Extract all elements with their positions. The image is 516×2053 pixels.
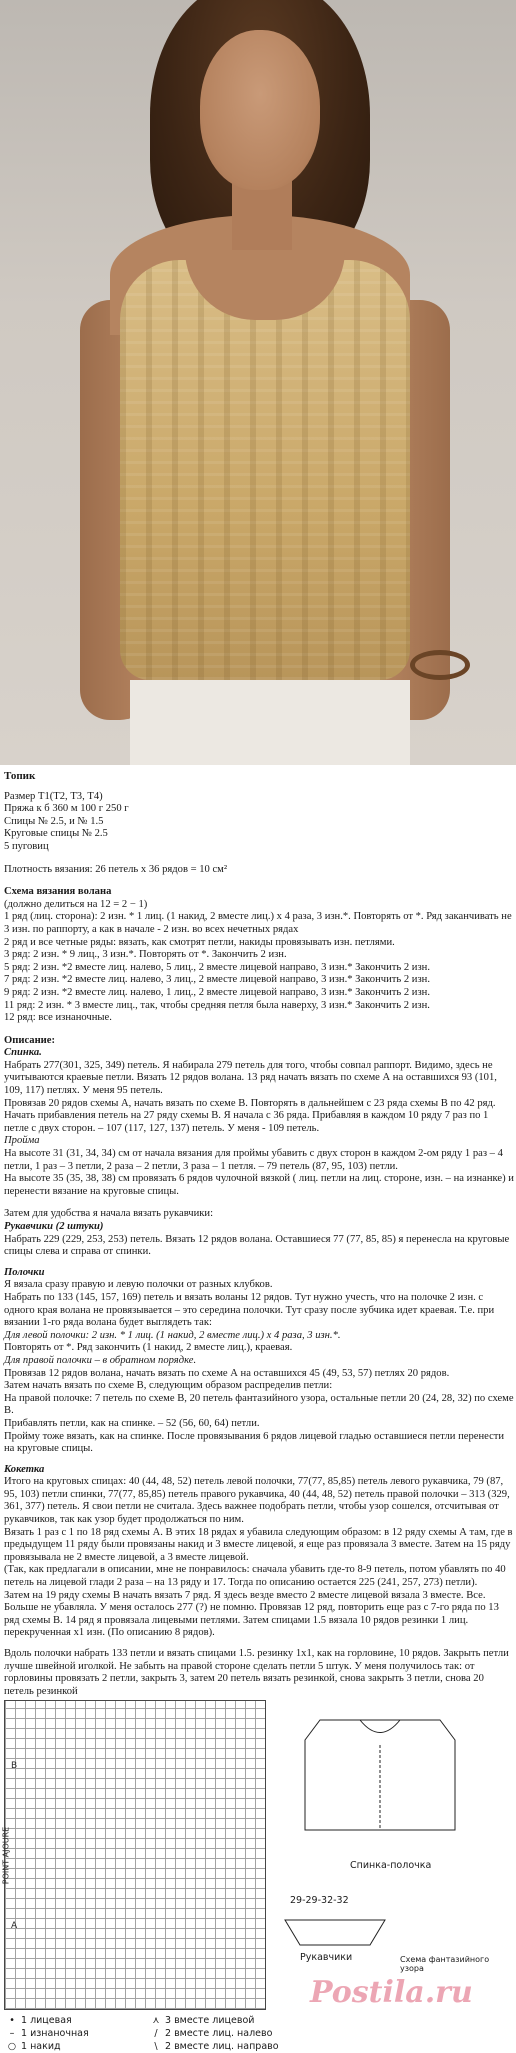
closing-line: Вдоль полочки набрать 133 петли и вязать спицами 1.5. резинку 1х1, как на горловине, 10 рядов. Закрыть петли лучше швейной иголкой. Не забыть на правой стороне сделать петли 5 штук. У меня получилось так: от горловины провязать 2 петли, закрыть 3, затем 20 петель вязать резинкой, снова закрыть 3 петли, снова 20 петель резинкой (4, 1648, 509, 1697)
density-line: Плотность вязания: 26 петель х 36 рядов = 10 см² (4, 863, 228, 875)
knit-icon: • (9, 2015, 15, 2026)
sleeve-intro: Затем для удобства я начала вязать рукавчики: (4, 1208, 214, 1220)
legend-item (6, 2028, 89, 2039)
front-line: Повторять от *. Ряд закончить (1 накид, 2 вместе лиц.), краевая. (4, 1342, 293, 1354)
back-heading: Спинка. (4, 1047, 42, 1059)
front-heading: Полочки (4, 1266, 45, 1278)
volan-line: 3 ряд: 2 изн. * 9 лиц., 3 изн.*. Повторять от *. Закончить 2 изн. (4, 949, 287, 961)
k3tog-icon: ⋏ (152, 2015, 160, 2026)
legend-label: 2 вместе лиц. направо (165, 2041, 279, 2052)
yoke-line: (Так, как предлагали в описании, мне не понравилось: сначала убавить где-то 8-9 петель, потом убавлять по 40 петель на лицевой глади 2 раза – на 13 ряду и 17. Тогда по описанию остается 225 (241, 257, 273) петли). (4, 1564, 506, 1589)
armhole-heading: Пройма (4, 1135, 40, 1147)
ssk-icon: / (154, 2028, 158, 2039)
skirt (130, 680, 410, 765)
spec-line: Пряжа к б 360 м 100 г 250 г (4, 803, 129, 815)
legend-item (6, 2041, 61, 2052)
front-line: Для левой полочки: 2 изн. * 1 лиц. (1 накид, 2 вместе лиц.) х 4 раза, 3 изн.*. (4, 1329, 341, 1341)
sleeve-outline (280, 1910, 390, 1950)
volan-line: 5 ряд: 2 изн. *2 вместе лиц. налево, 5 лиц., 2 вместе лицевой направо, 3 изн.* Закончить 2 изн. (4, 961, 430, 973)
legend-item (150, 2041, 279, 2052)
sleeve-line: Набрать 229 (229, 253, 253) петель. Вязать 12 рядов волана. Оставшиеся 77 (77, 85, 85) я перенесла на круговые спицы слева и справа от спинки. (4, 1233, 510, 1258)
description-heading: Описание: (4, 1034, 56, 1046)
legend-item (150, 2028, 272, 2039)
volan-line: 2 ряд и все четные ряды: вязать, как смотрят петли, накиды провязывать изн. петлями. (4, 936, 395, 948)
front-line: На правой полочке: 7 петель по схеме В, 20 петель фантазийного узора, остальные петли 20 (24, 28, 32) по схеме В. (4, 1392, 514, 1417)
sleeve-label: Рукавчики (300, 1952, 353, 1963)
front-line: Пройму тоже вязать, как на спинке. После провязывания 6 рядов лицевой гладью оставшиеся петли перенести на круговые спицы. (4, 1430, 505, 1455)
legend-label: 1 накид (21, 2041, 61, 2052)
armhole-line: На высоте 35 (35, 38, 38) см провязать 6 рядов чулочной вязкой ( лиц. петли на лиц. стороне, изн. – на изнанке) и перенести вязание на круговые спицы. (4, 1173, 514, 1197)
chart-label: POINT AJOURE (1, 1826, 11, 1885)
chart-section-b: B (11, 1761, 18, 1771)
garment-outline (280, 1700, 510, 1850)
yoke-heading: Кокетка (4, 1463, 45, 1475)
spec-line: Размер Т1(Т2, Т3, Т4) (4, 790, 103, 802)
legend-item (150, 2015, 254, 2026)
legend-label: 2 вместе лиц. налево (165, 2028, 273, 2039)
sleeve-numbers: 29-29-32-32 (290, 1895, 349, 1906)
volan-line: 9 ряд: 2 изн. *2 вместе лиц. налево, 1 лиц., 2 вместе лицевой направо, 3 изн.* Закончить 2 изн. (4, 986, 430, 998)
sleeve-heading: Рукавчики (2 штуки) (4, 1221, 104, 1232)
front-line: Затем начать вязать по схеме В, следующим образом распределив петли: (4, 1380, 333, 1392)
watermark: Postila.ru (310, 1975, 473, 2010)
back-line: Начать прибавления петель на 27 ряду схемы В. Я начала с 36 ряда. Прибавляя в каждом 10 ряду 7 раз по 1 петле с двух сторон. – 107 (117, 127, 137) петель. У меня - 109 петель. (4, 1110, 489, 1134)
legend-label: 1 лицевая (21, 2015, 72, 2026)
yoke-line: Затем на 19 ряду схемы В начать вязать 7 ряд. Я здесь везде вместо 2 вместе лицевой вязала 3 вместе. Все. Больше не убавляла. У меня осталось 277 (?) не помню. Провязав 12 ряд, повторить еще раз с 7-го ряда по 13 ряд схемы В. 14 ряд я провязала лицевыми петлями. Затем спицами 1.5 вязала 10 рядов резинки 1 лиц. перекрученная х1 изн. (По описанию 8 рядов). (4, 1589, 499, 1639)
back-front-label: Спинка-полочка (350, 1860, 432, 1871)
front-line: Провязав 12 рядов волана, начать вязать по схеме А на оставшихся 45 (49, 53, 57) петлях 20 рядов. (4, 1367, 450, 1379)
legend-label: 1 изнаночная (21, 2028, 89, 2039)
armhole-line: На высоте 31 (31, 34, 34) см от начала вязания для проймы убавить с двух сторон в каждом 2-ом ряду 1 раз – 4 петли, 1 раз – 3 петли, 2 раза – 2 петли, 3 раза – 1 петля. – 79 петель (87, 95, 103) петли. (4, 1148, 503, 1172)
garment-scheme (280, 1700, 510, 1850)
chart-section-a: A (11, 1921, 18, 1931)
legend-label: 3 вместе лицевой (165, 2015, 255, 2026)
back-line: Набрать 277(301, 325, 349) петель. Я набирала 279 петель для того, чтобы совпал раппорт. Видимо, здесь не учитываются краевые петли. Вязать 12 рядов волана. 13 ряд начать вязать по схеме А на оставшихся 93 (101, 109, 117) петлях. У меня 95 петель. (4, 1059, 497, 1097)
purl-icon: – (9, 2028, 15, 2039)
knitted-top (120, 260, 410, 680)
bracelet (410, 650, 470, 680)
volan-line: 1 ряд (лиц. сторона): 2 изн. * 1 лиц. (1 накид, 2 вместе лиц.) х 4 раза, 3 изн.*. Повторять от *. Ряд заканчивать не 3 изн. по раппорту, а как в начале - 2 изн. во всех нечетных рядах (4, 911, 512, 935)
yarn-over-icon: ○ (7, 2041, 17, 2052)
volan-line: 11 ряд: 2 изн. * 3 вместе лиц., так, чтобы средняя петля была наверху, 3 изн.* Закончить 2 изн. (4, 999, 430, 1011)
fancy-caption: Схема фантазийного узора (400, 1955, 490, 1973)
k2tog-icon: \ (154, 2041, 158, 2052)
spec-line: 5 пуговиц (4, 840, 49, 852)
spec-line: Круговые спицы № 2.5 (4, 828, 108, 840)
yoke-line: Вязать 1 раз с 1 по 18 ряд схемы А. В этих 18 рядах я убавила следующим образом: в 12 ряду схемы А там, где в предыдущем 11 ряду были провязаны накид и 3 вместе лицевой, я еще раз провязала 3 вместе. Затем на 15 ряду провязывала не 2 вместе лицевой, а 3 вместе лицевой. (4, 1526, 513, 1563)
volan-line: 7 ряд: 2 изн. *2 вместе лиц. налево, 3 лиц., 2 вместе лицевой направо, 3 изн.* Закончить 2 изн. (4, 974, 430, 986)
knitting-chart (1, 1700, 266, 2010)
front-line: Я вязала сразу правую и левую полочки от разных клубков. (4, 1279, 273, 1291)
volan-heading: Схема вязания волана (4, 886, 112, 898)
yoke-line: Итого на круговых спицах: 40 (44, 48, 52) петель левой полочки, 77(77, 85,85) петель левого рукавчика, 79 (87, 95, 103) петли спинки, 77(77, 85,85) петель правого рукавчика, 40 (44, 48, 52) петель правой полочки – 313 (329, 361, 377) петель. Я свои петли не считала. Здесь важнее подобрать петли, чтобы узор сошелся, отсчитывая от рукавчиков, так как узор будет продолжаться по ним. (4, 1476, 510, 1526)
legend-item (6, 2015, 72, 2026)
front-line: Для правой полочки – в обратном порядке. (4, 1354, 197, 1366)
volan-subheading: (должно делиться на 12 = 2 − 1) (4, 898, 148, 910)
model-photo (0, 0, 516, 765)
front-line: Прибавлять петли, как на спинке. – 52 (56, 60, 64) петли. (4, 1417, 260, 1429)
back-line: Провязав 20 рядов схемы А, начать вязать по схеме В. Повторять в дальнейшем с 23 ряда схемы В по 42 ряд. (4, 1097, 496, 1109)
article-text (4, 770, 514, 1698)
front-line: Набрать по 133 (145, 157, 169) петель и вязать воланы 12 рядов. Тут нужно учесть, что на полочке 2 изн. с одного края волана не провязывается – это середина полочки. Тут сразу после зубчика идет краевая. Т.е. при вязании 1-го ряда волана будет выглядеть так: (4, 1291, 495, 1329)
spec-line: Спицы № 2.5, и № 1.5 (4, 815, 104, 827)
volan-line: 12 ряд: все изнаночные. (4, 1012, 112, 1024)
article-title: Топик (4, 770, 36, 782)
face (200, 30, 320, 190)
